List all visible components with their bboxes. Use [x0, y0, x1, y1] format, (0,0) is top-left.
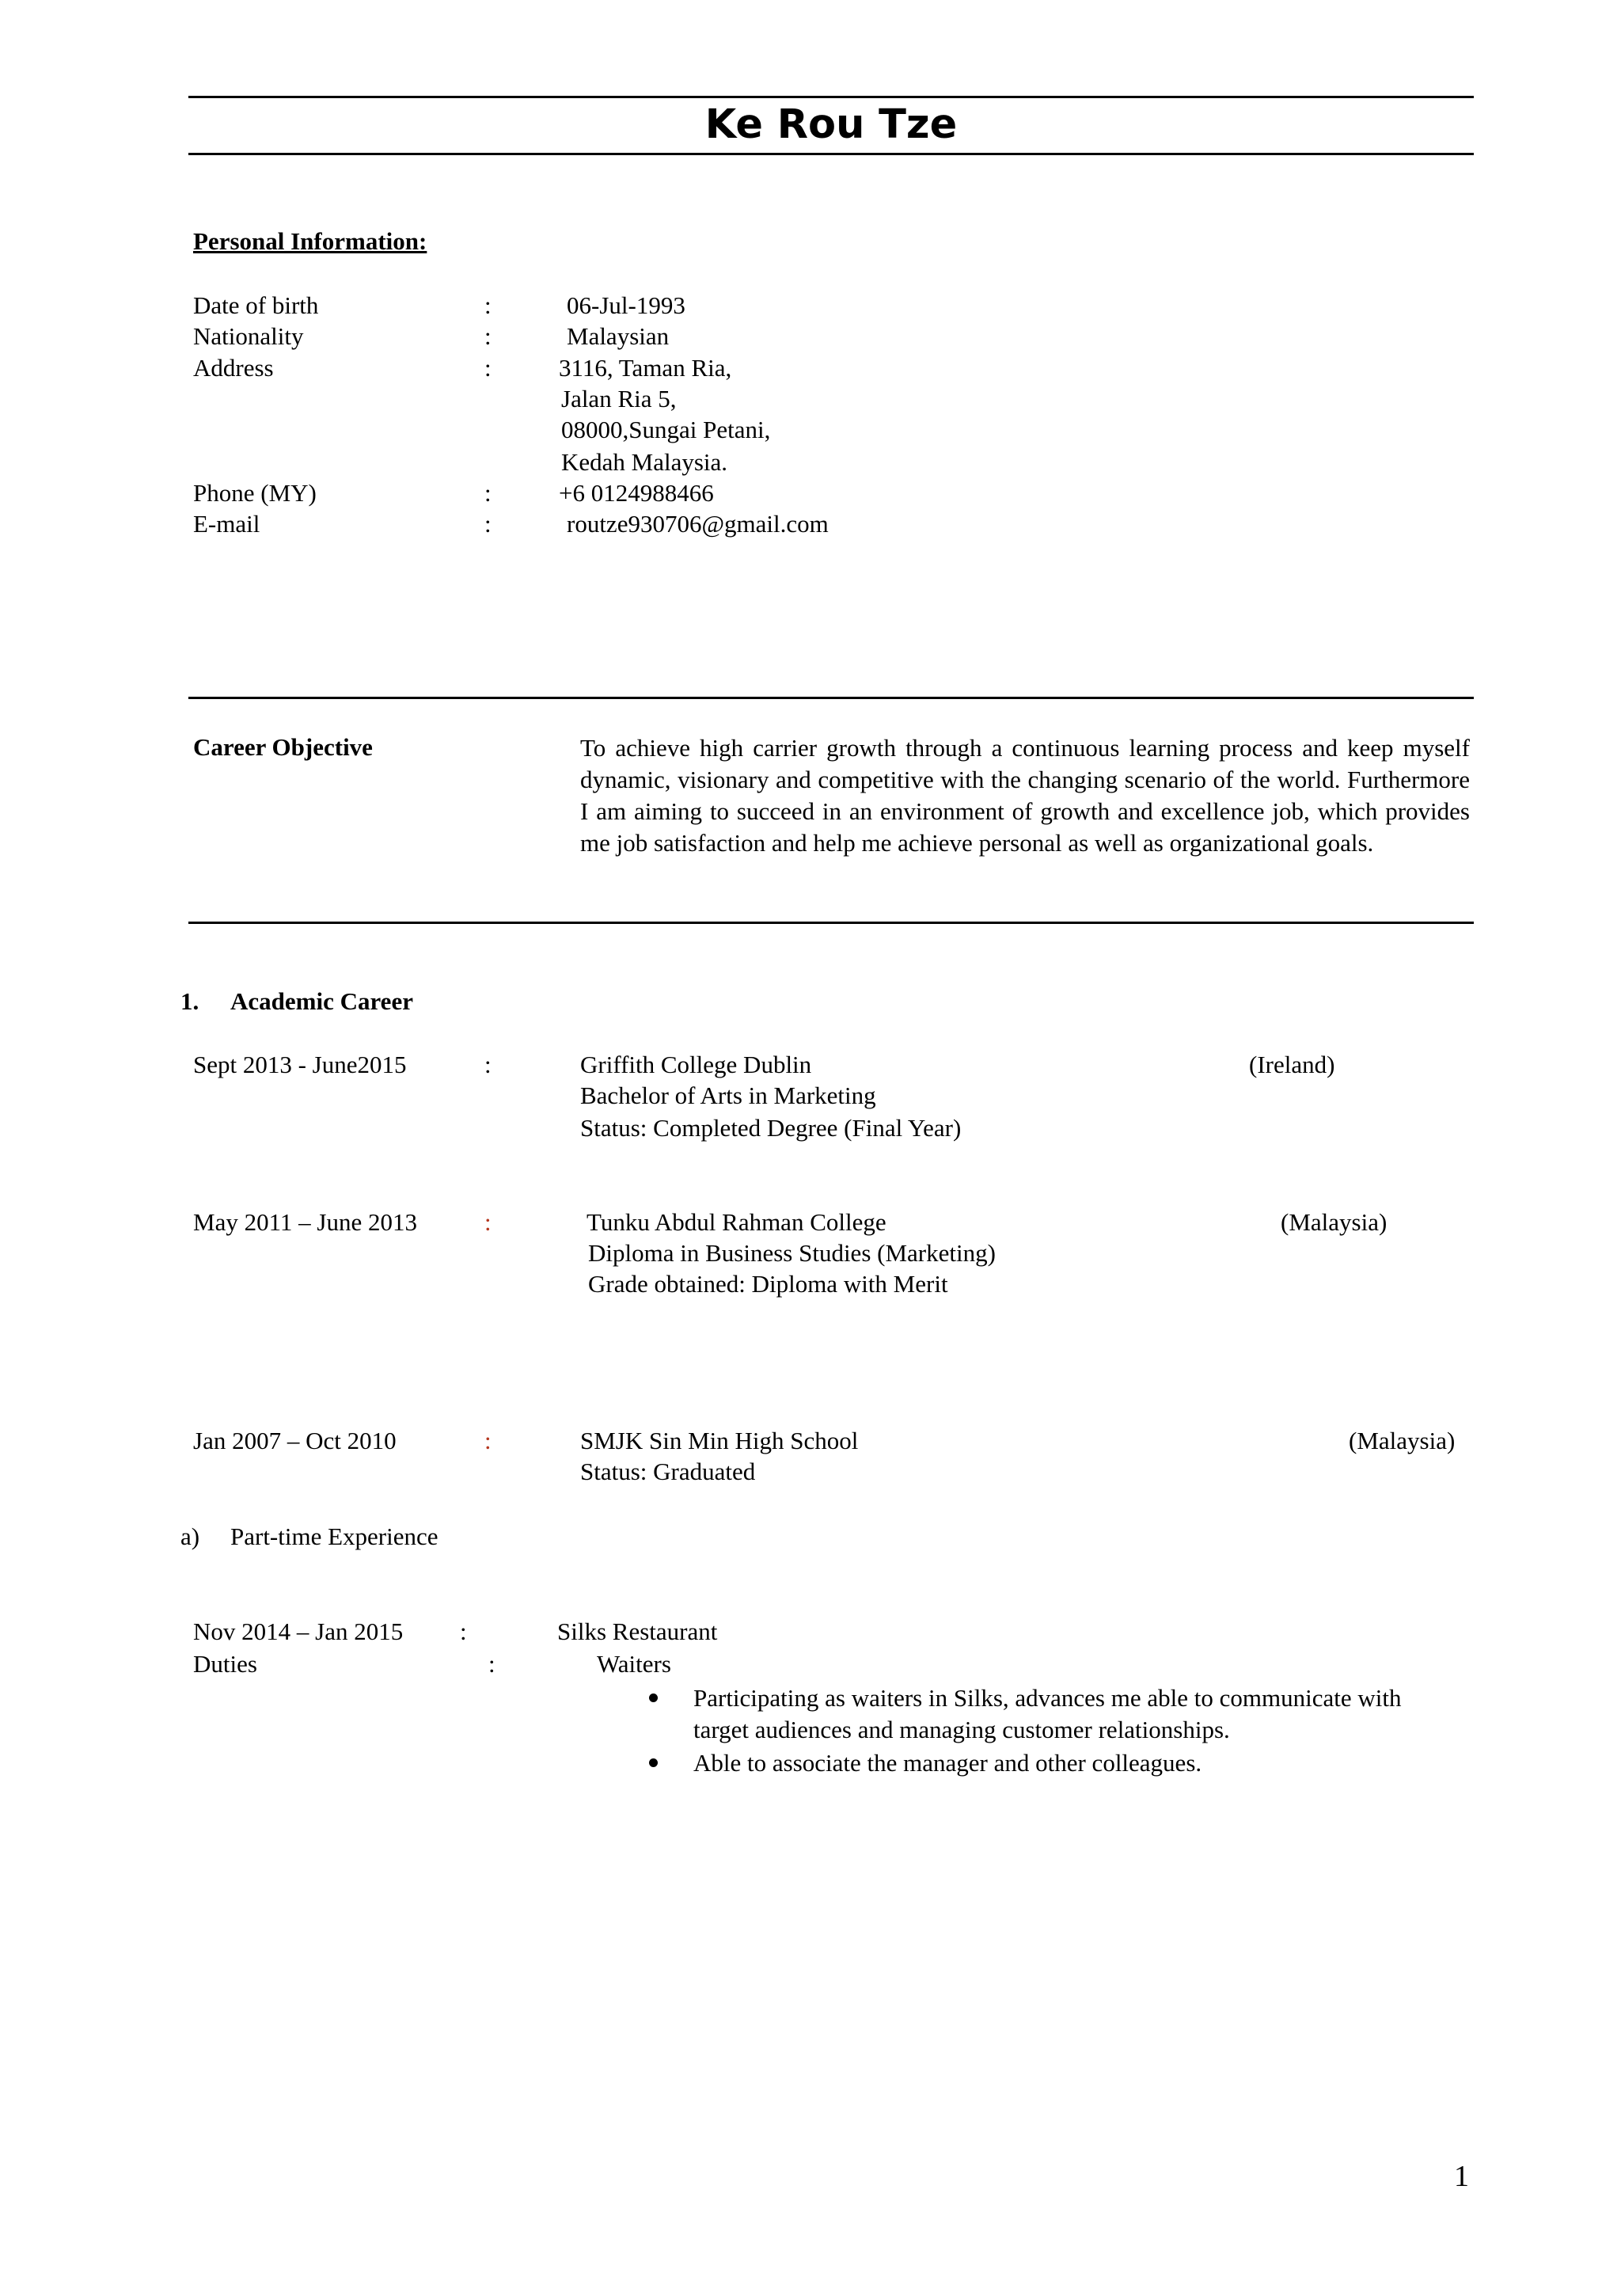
academic-entry-3-institution: SMJK Sin Min High School [580, 1427, 859, 1454]
parttime-heading: Part-time Experience [230, 1522, 438, 1550]
page-number: 1 [1454, 2160, 1469, 2193]
address-colon: : [484, 354, 492, 382]
academic-number: 1. [180, 987, 199, 1015]
duties-item-2: Able to associate the manager and other colleagues. [649, 1747, 1441, 1779]
career-objective-text: To achieve high carrier growth through a continuous learning process and keep myself dynamic, visionary and competitive with the changing scenario of the world. Furthermore I am aiming to succeed in an environment of growth and excellence job, which provides me job satisfaction and help me achieve personal as well as organizational goals. [580, 734, 1470, 857]
academic-entry-3-colon: : [484, 1427, 492, 1454]
address-line-3: 08000,Sungai Petani, [561, 416, 771, 443]
title-rule-top [188, 96, 1474, 98]
address-line-4: Kedah Malaysia. [561, 448, 728, 476]
parttime-period-colon: : [460, 1617, 467, 1645]
academic-entry-1-institution: Griffith College Dublin [580, 1051, 812, 1078]
personal-info-heading: Personal Information: [193, 227, 427, 255]
nationality-value: Malaysian [567, 322, 670, 350]
academic-entry-1-detail-1: Bachelor of Arts in Marketing [580, 1081, 876, 1109]
duties-item-1: Participating as waiters in Silks, advances me able to communicate with target audiences and managing customer relationships. [649, 1682, 1441, 1746]
academic-entry-2-period: May 2011 – June 2013 [193, 1208, 417, 1236]
academic-entry-2-country: (Malaysia) [1281, 1208, 1388, 1236]
phone-colon: : [484, 479, 492, 507]
duties-colon: : [488, 1650, 495, 1678]
academic-entry-3-detail-1: Status: Graduated [580, 1458, 756, 1485]
academic-entry-2-colon: : [484, 1208, 492, 1236]
objective-rule-bottom [188, 922, 1474, 924]
dob-colon: : [484, 291, 492, 319]
academic-entry-1-detail-2: Status: Completed Degree (Final Year) [580, 1114, 962, 1142]
duties-list [649, 1682, 1441, 1781]
academic-entry-2-detail-1: Diploma in Business Studies (Marketing) [588, 1239, 996, 1267]
phone-label: Phone (MY) [193, 479, 317, 507]
address-label: Address [193, 354, 274, 382]
email-value: routze930706@gmail.com [567, 510, 829, 538]
career-objective-label: Career Objective [193, 733, 373, 761]
nationality-label: Nationality [193, 322, 304, 350]
academic-entry-1-colon: : [484, 1051, 492, 1078]
academic-entry-2-institution: Tunku Abdul Rahman College [587, 1208, 886, 1236]
dob-value: 06-Jul-1993 [567, 291, 685, 319]
phone-value: +6 0124988466 [559, 479, 714, 507]
objective-rule-top [188, 697, 1474, 699]
address-line-2: Jalan Ria 5, [561, 385, 677, 412]
nationality-colon: : [484, 322, 492, 350]
email-colon: : [484, 510, 492, 538]
resume-name: Ke Rou Tze [704, 101, 958, 148]
academic-entry-3-country: (Malaysia) [1349, 1427, 1456, 1454]
academic-heading: Academic Career [230, 987, 413, 1015]
parttime-period: Nov 2014 – Jan 2015 [193, 1617, 404, 1645]
email-label: E-mail [193, 510, 260, 538]
title-rule-bottom [188, 153, 1474, 155]
address-line-1: 3116, Taman Ria, [559, 354, 732, 382]
academic-entry-2-detail-2: Grade obtained: Diploma with Merit [588, 1270, 948, 1298]
duties-label: Duties [193, 1650, 257, 1678]
parttime-employer: Silks Restaurant [557, 1617, 718, 1645]
duties-role: Waiters [597, 1650, 671, 1678]
academic-entry-1-country: (Ireland) [1249, 1051, 1335, 1078]
academic-entry-3-period: Jan 2007 – Oct 2010 [193, 1427, 397, 1454]
dob-label: Date of birth [193, 291, 319, 319]
parttime-letter: a) [180, 1522, 200, 1550]
academic-entry-1-period: Sept 2013 - June2015 [193, 1051, 407, 1078]
